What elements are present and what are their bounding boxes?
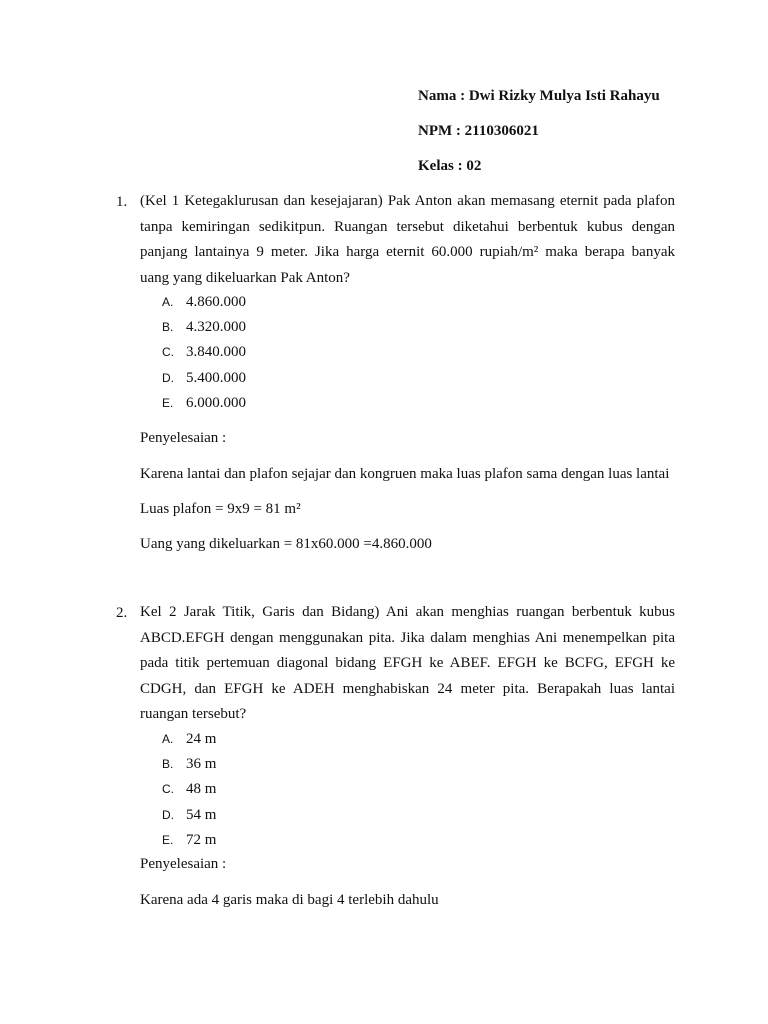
question-2-line: CDGH, dan EFGH ke ADEH menghabiskan 24 meter pita. Berapakah luas lantai xyxy=(140,680,675,697)
question-2-line: ruangan tersebut? xyxy=(140,706,247,722)
question-2-option-b xyxy=(162,756,216,776)
question-1-number: 1. xyxy=(116,194,128,210)
question-1-option-b xyxy=(162,319,246,339)
option-letter: D. xyxy=(162,808,174,822)
option-letter: E. xyxy=(162,833,174,847)
question-2-option-e xyxy=(162,832,216,852)
question-1-line: uang yang dikeluarkan Pak Anton? xyxy=(140,269,350,286)
question-2-line: Kel 2 Jarak Titik, Garis dan Bidang) Ani akan menghias ruangan berbentuk kubus xyxy=(140,604,675,620)
option-value: 5.400.000 xyxy=(186,370,246,386)
question-2-option-a xyxy=(162,731,216,751)
student-class: Kelas : 02 xyxy=(418,158,482,174)
question-1-text xyxy=(140,189,675,291)
option-value: 4.860.000 xyxy=(186,294,246,310)
option-value: 72 m xyxy=(186,832,217,848)
question-1-solution-line: Uang yang dikeluarkan = 81x60.000 =4.860.000 xyxy=(140,536,432,552)
option-letter: B. xyxy=(162,320,174,334)
student-npm: NPM : 2110306021 xyxy=(418,123,539,139)
question-1-solution-label: Penyelesaian : xyxy=(140,430,227,446)
option-value: 48 m xyxy=(186,781,217,797)
question-2-option-d xyxy=(162,807,216,827)
question-1-option-e xyxy=(162,395,246,415)
option-letter: E. xyxy=(162,396,174,410)
question-2-solution-label: Penyelesaian : xyxy=(140,856,227,872)
question-1-solution-line: Luas plafon = 9x9 = 81 m² xyxy=(140,501,301,517)
student-name: Nama : Dwi Rizky Mulya Isti Rahayu xyxy=(418,88,660,104)
option-letter: B. xyxy=(162,757,174,771)
option-value: 4.320.000 xyxy=(186,319,246,335)
question-1-solution-line: Karena lantai dan plafon sejajar dan kongruen maka luas plafon sama dengan luas lantai xyxy=(140,466,670,482)
option-value: 24 m xyxy=(186,731,217,747)
question-2-text xyxy=(140,600,675,728)
question-1-line: panjang lantainya 9 meter. Jika harga eternit 60.000 rupiah/m² maka berapa banyak xyxy=(140,244,675,260)
option-value: 36 m xyxy=(186,756,217,772)
question-1-line: tanpa kemiringan sedikitpun. Ruangan tersebut diketahui berbentuk kubus dengan xyxy=(140,218,675,235)
question-2-line: ABCD.EFGH dengan menggunakan pita. Jika dalam menghias Ani menempelkan pita xyxy=(140,629,675,646)
option-value: 54 m xyxy=(186,807,217,823)
question-2-solution-line: Karena ada 4 garis maka di bagi 4 terlebih dahulu xyxy=(140,892,439,908)
option-letter: C. xyxy=(162,782,174,796)
question-2-option-c xyxy=(162,781,216,801)
question-1-line: (Kel 1 Ketegaklurusan dan kesejajaran) Pak Anton akan memasang eternit pada plafon xyxy=(140,193,675,209)
question-2-line: pada titik pertemuan diagonal bidang EFGH ke ABEF. EFGH ke BCFG, EFGH ke xyxy=(140,655,675,671)
option-value: 6.000.000 xyxy=(186,395,246,411)
question-1-option-d xyxy=(162,370,246,390)
option-value: 3.840.000 xyxy=(186,344,246,360)
question-2-number: 2. xyxy=(116,605,128,621)
option-letter: D. xyxy=(162,371,174,385)
option-letter: A. xyxy=(162,732,174,746)
question-1-option-a xyxy=(162,294,246,314)
question-1-option-c xyxy=(162,344,246,364)
option-letter: C. xyxy=(162,345,174,359)
option-letter: A. xyxy=(162,295,174,309)
